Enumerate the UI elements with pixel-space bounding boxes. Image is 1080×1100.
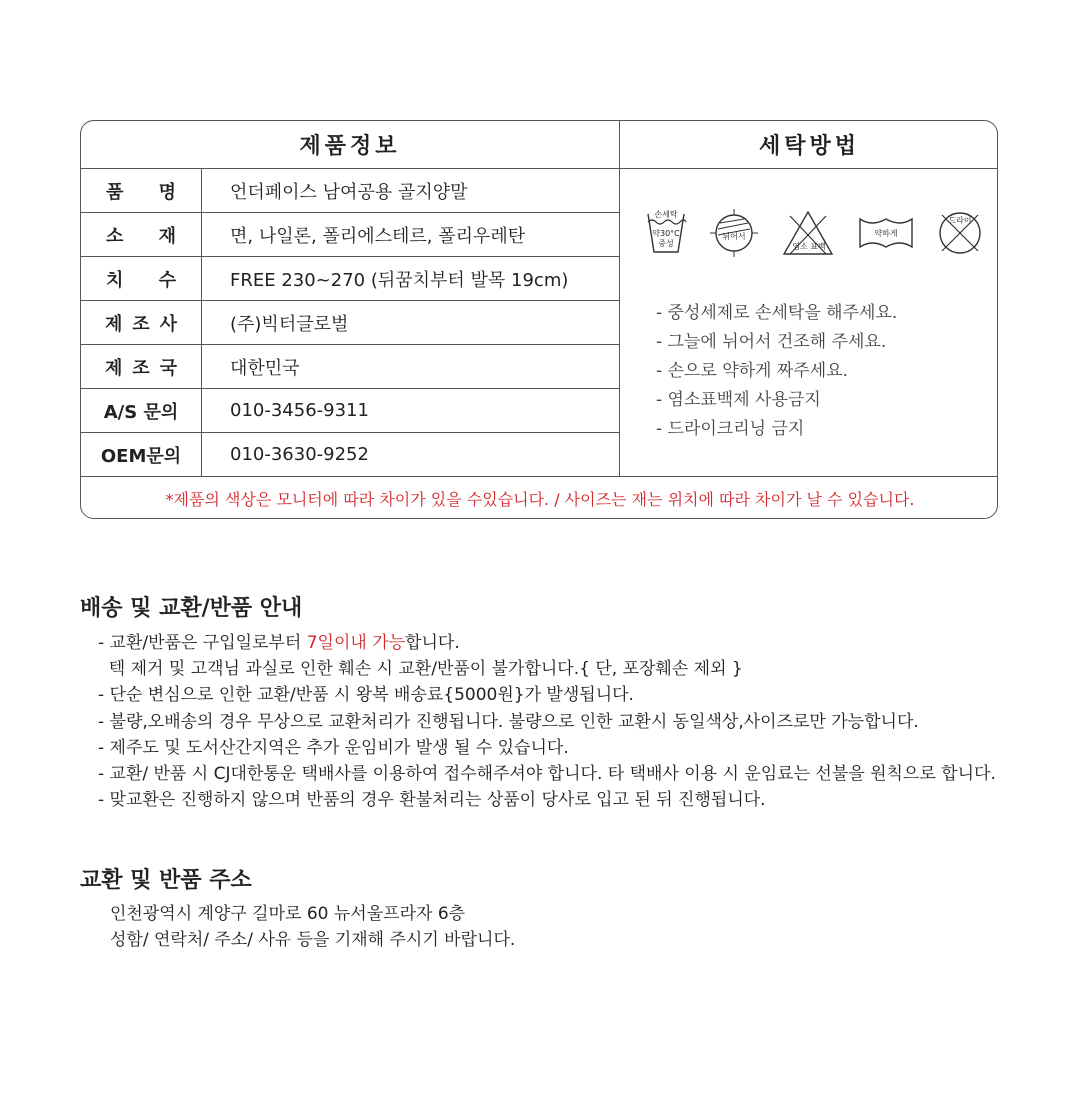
svg-text:약하게: 약하게 (874, 229, 898, 238)
address-note: 성함/ 연락처/ 주소/ 사유 등을 기재해 주시기 바랍니다. (110, 930, 516, 950)
svg-text:뉘어서: 뉘어서 (722, 232, 746, 241)
row-label-country: 제 조 국 (81, 345, 202, 388)
product-info-box (80, 120, 998, 519)
row-label-product-name: 품 명 (81, 169, 202, 212)
no-bleach-icon (780, 208, 836, 258)
table-row (81, 345, 619, 389)
list-item: - 불량,오배송의 경우 무상으로 교환처리가 진행됩니다. 불량으로 인한 교환시 동일색상,사이즈로만 가능합니다. (98, 711, 919, 732)
table-row (81, 257, 619, 301)
list-item: - 교환/반품은 구입일로부터 7일이내 가능합니다. (98, 633, 460, 653)
list-item: - 중성세제로 손세탁을 해주세요. (656, 303, 898, 323)
washing-panel (620, 169, 998, 476)
lay-flat-dry-icon (708, 207, 760, 259)
address-title: 교환 및 반품 주소 (80, 868, 252, 893)
hand-wash-icon (644, 208, 688, 258)
row-label-oem-contact: OEM문의 (81, 433, 202, 476)
svg-text:손세탁: 손세탁 (654, 210, 678, 219)
color-size-notice: *제품의 색상은 모니터에 따라 차이가 있을 수있습니다. / 사이즈는 재는 위치에 따라 차이가 날 수 있습니다. (81, 476, 998, 519)
table-row (81, 301, 619, 345)
list-item: - 드라이크리닝 금지 (656, 419, 805, 439)
row-value-material: 면, 나일론, 폴리에스테르, 폴리우레탄 (230, 225, 526, 247)
svg-text:약30°C: 약30°C (652, 229, 680, 238)
list-item: - 염소표백제 사용금지 (656, 390, 821, 410)
list-item: - 교환/ 반품 시 CJ대한통운 택배사를 이용하여 접수해주셔야 합니다. 타 택배사 이용 시 운임료는 선불을 원칙으로 합니다. (98, 764, 996, 785)
row-label-material: 소 재 (81, 213, 202, 256)
row-value-manufacturer: (주)빅터글로벌 (230, 313, 349, 335)
table-row (81, 169, 619, 213)
shipping-title: 배송 및 교환/반품 안내 (80, 596, 303, 621)
table-row (81, 389, 619, 433)
list-item: - 손으로 약하게 짜주세요. (656, 361, 848, 381)
list-item: - 맞교환은 진행하지 않으며 반품의 경우 환불처리는 상품이 당사로 입고 된 뒤 진행됩니다. (98, 790, 766, 811)
list-item: - 그늘에 뉘어서 건조해 주세요. (656, 332, 887, 352)
address-line: 인천광역시 계양구 길마로 60 뉴서울프라자 6층 (110, 904, 466, 924)
svg-text:표백: 표백 (810, 242, 826, 251)
gentle-wring-icon (856, 213, 916, 253)
row-label-size: 치 수 (81, 257, 202, 300)
washing-instructions (656, 299, 897, 444)
svg-text:염소: 염소 (792, 242, 808, 251)
row-value-country: 대한민국 (230, 357, 300, 379)
no-dry-clean-icon (936, 209, 984, 257)
table-row (81, 433, 619, 476)
row-label-as-contact: A/S 문의 (81, 389, 202, 432)
care-icons (644, 207, 984, 259)
row-value-oem-contact: 010-3630-9252 (230, 444, 369, 465)
list-item: 텍 제거 및 고객님 과실로 인한 훼손 시 교환/반품이 불가합니다.{ 단, 포장훼손 제외 } (98, 659, 743, 680)
row-value-product-name: 언더페이스 남여공용 골지양말 (230, 181, 468, 203)
row-label-manufacturer: 제 조 사 (81, 301, 202, 344)
row-value-as-contact: 010-3456-9311 (230, 400, 369, 421)
washing-title: 세탁방법 (620, 121, 998, 169)
return-address (110, 901, 515, 953)
list-item: - 단순 변심으로 인한 교환/반품 시 왕복 배송료{5000원}가 발생됩니다. (98, 685, 634, 706)
svg-text:드라이: 드라이 (948, 216, 972, 225)
product-info-title: 제품정보 (81, 121, 620, 169)
table-row (81, 213, 619, 257)
shipping-list (98, 630, 996, 813)
svg-text:중성: 중성 (658, 239, 674, 248)
row-value-size: FREE 230~270 (뒤꿈치부터 발목 19cm) (230, 269, 569, 291)
list-item: - 제주도 및 도서산간지역은 추가 운임비가 발생 될 수 있습니다. (98, 737, 569, 758)
product-info-table (81, 169, 620, 476)
return-period-highlight: 7일이내 가능 (306, 633, 406, 653)
